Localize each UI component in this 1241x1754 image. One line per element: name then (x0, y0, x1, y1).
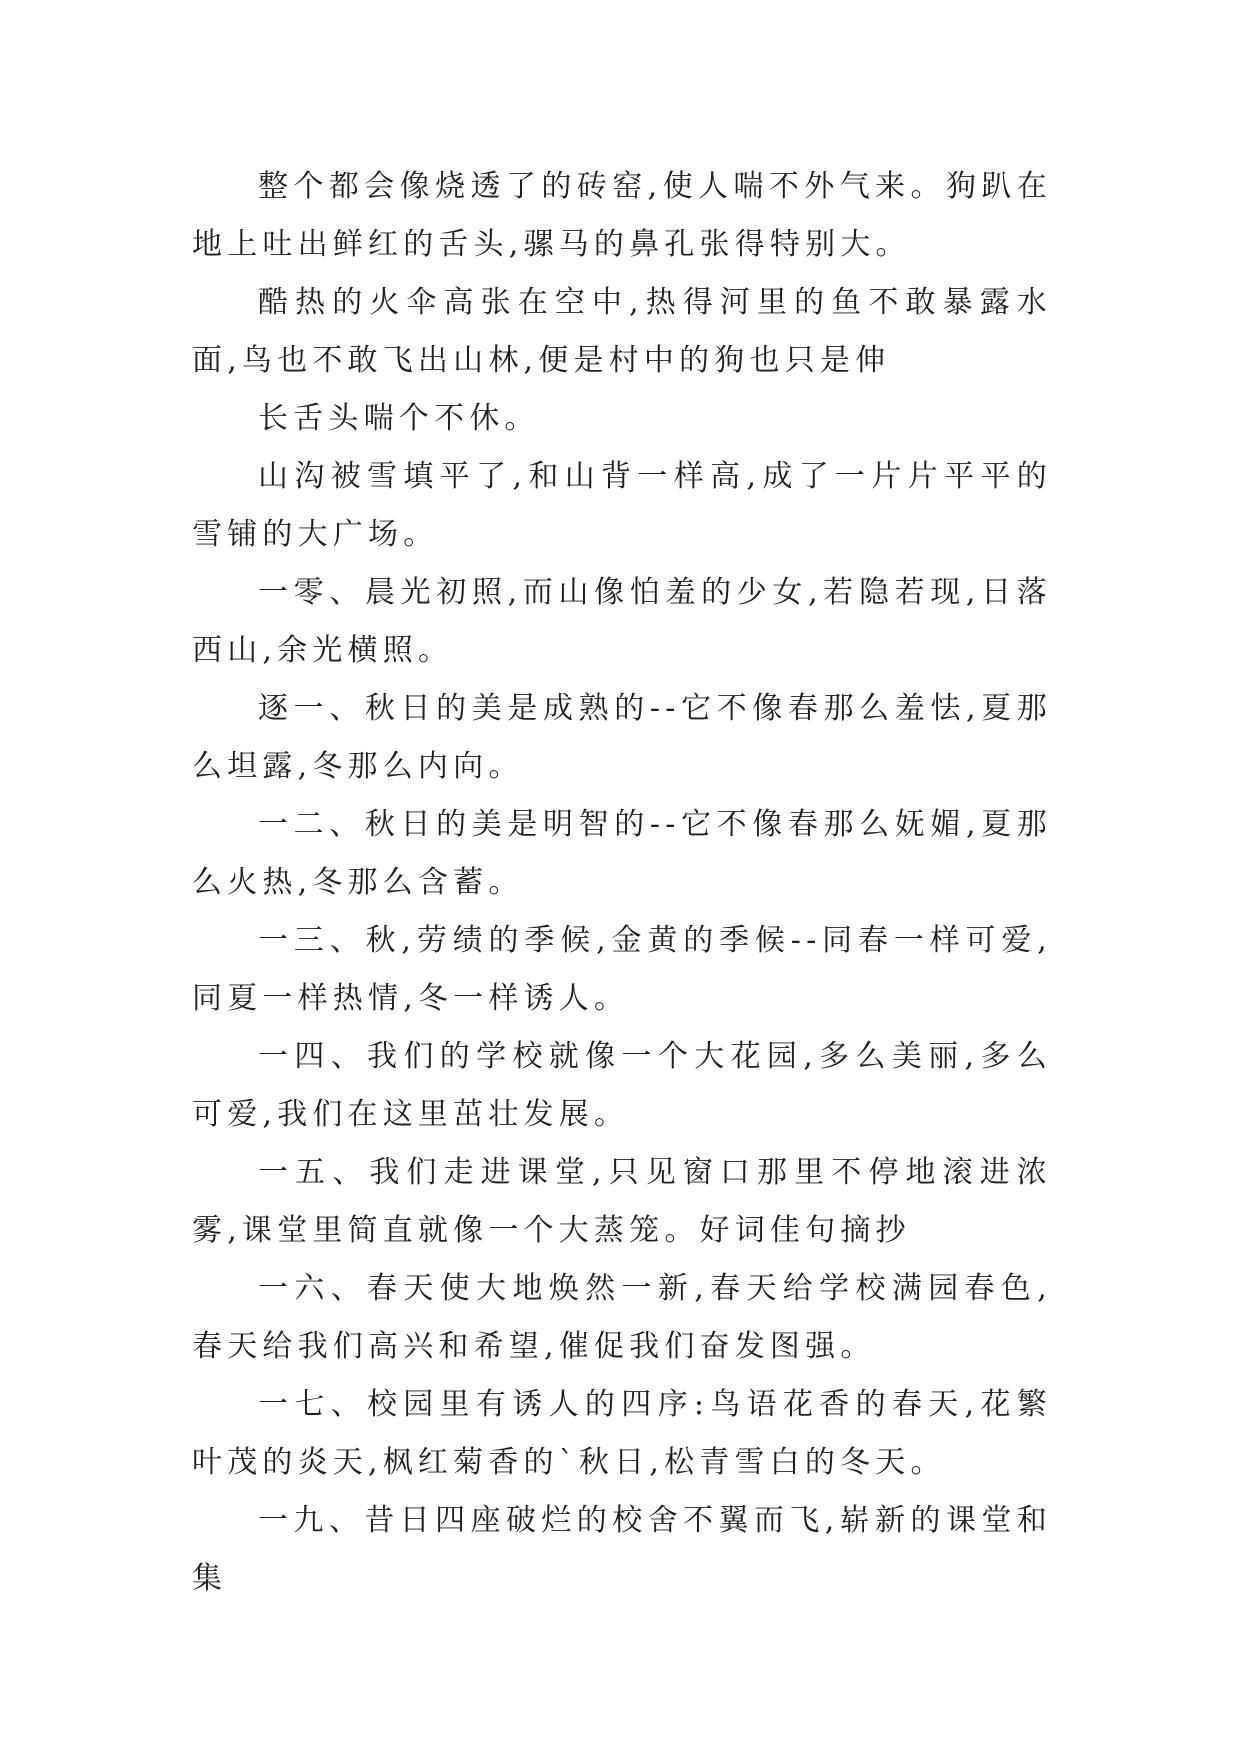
paragraph-1: 整个都会像烧透了的砖窑,使人喘不外气来。狗趴在地上吐出鲜红的舌头,骡马的鼻孔张得特别大。 (192, 169, 1052, 262)
paragraph-11: 一六、春天使大地焕然一新,春天给学校满园春色,春天给我们高兴和希望,催促我们奋发图强。 (192, 1271, 1052, 1364)
paragraph-12: 一七、校园里有诱人的四序:鸟语花香的春天,花繁叶茂的炎天,枫红菊香的`秋日,松青雪白的冬天。 (192, 1387, 1052, 1480)
paragraph-4: 山沟被雪填平了,和山背一样高,成了一片片平平的雪铺的大广场。 (192, 459, 1052, 552)
paragraph-2: 酷热的火伞高张在空中,热得河里的鱼不敢暴露水面,鸟也不敢飞出山林,便是村中的狗也只是伸 (192, 285, 1052, 378)
paragraph-13: 一九、昔日四座破烂的校舍不翼而飞,崭新的课堂和集 (192, 1503, 1052, 1596)
paragraph-10: 一五、我们走进课堂,只见窗口那里不停地滚进浓雾,课堂里简直就像一个大蒸笼。好词佳句摘抄 (192, 1155, 1052, 1248)
paragraph-6: 逐一、秋日的美是成熟的--它不像春那么羞怯,夏那么坦露,冬那么内向。 (192, 691, 1052, 784)
paragraph-9: 一四、我们的学校就像一个大花园,多么美丽,多么可爱,我们在这里茁壮发展。 (192, 1039, 1052, 1132)
paragraph-7: 一二、秋日的美是明智的--它不像春那么妩媚,夏那么火热,冬那么含蓄。 (192, 807, 1052, 900)
paragraph-5: 一零、晨光初照,而山像怕羞的少女,若隐若现,日落西山,余光横照。 (192, 575, 1052, 668)
document-body (192, 158, 1052, 1608)
paragraph-3: 长舌头喘个不休。 (258, 401, 540, 436)
paragraph-8: 一三、秋,劳绩的季候,金黄的季候--同春一样可爱,同夏一样热情,冬一样诱人。 (192, 923, 1052, 1016)
